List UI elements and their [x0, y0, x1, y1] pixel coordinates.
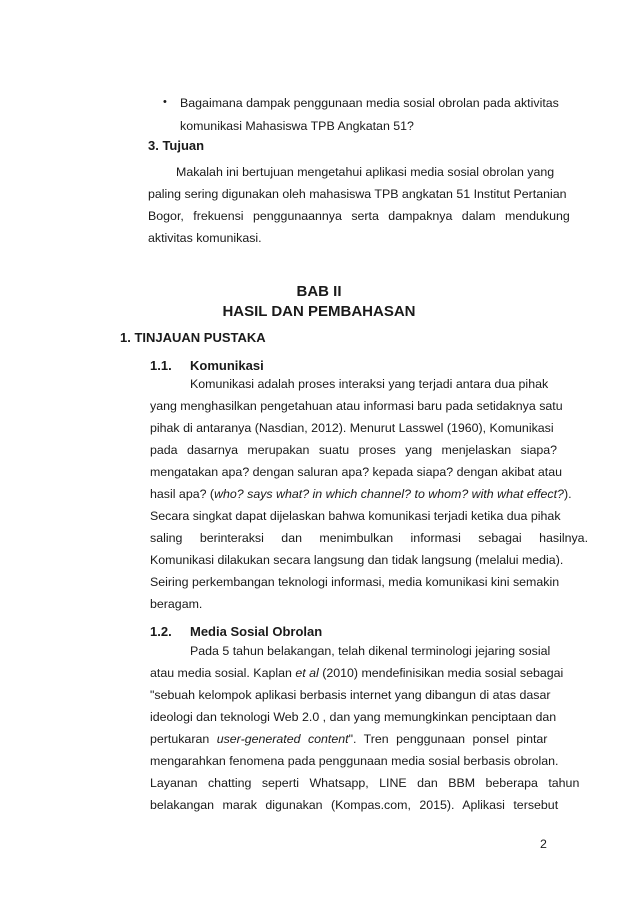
tujuan-line-2: paling sering digunakan oleh mahasiswa TPB angkatan 51 Institut Pertanian	[148, 187, 567, 201]
bullet-line-1: Bagaimana dampak penggunaan media sosial obrolan pada aktivitas	[180, 96, 559, 110]
sub1-line-1: Komunikasi adalah proses interaksi yang terjadi antara dua pihak	[190, 377, 549, 391]
sub1-line-9: Komunikasi dilakukan secara langsung dan tidak langsung (melalui media).	[150, 553, 564, 567]
sub2-line-5-italic: user-generated content	[216, 732, 349, 746]
sub2-line-6: mengarahkan fenomena pada penggunaan media sosial berbasis obrolan.	[150, 754, 559, 768]
chapter-number: BAB II	[296, 283, 342, 300]
sub2-line-2-pre: atau media sosial. Kaplan	[150, 666, 296, 680]
tujuan-heading: 3. Tujuan	[148, 138, 205, 153]
sub2-line-8: belakangan marak digunakan (Kompas.com, 2015). Aplikasi tersebut	[150, 798, 559, 812]
sub2-line-2-italic: et al	[295, 666, 319, 680]
sub2-line-5-pre: pertukaran	[150, 732, 217, 746]
sub1-line-5: mengatakan apa? dengan saluran apa? kepada siapa? dengan akibat atau	[150, 465, 562, 479]
page-number: 2	[540, 837, 547, 851]
sub1-line-6-pre: hasil apa? (	[150, 487, 215, 501]
sub1-line-4: pada dasarnya merupakan suatu proses yang menjelaskan siapa?	[150, 443, 558, 457]
tujuan-line-1: Makalah ini bertujuan mengetahui aplikasi media sosial obrolan yang	[176, 165, 555, 179]
sub2-line-5-post: ". Tren penggunaan ponsel pintar	[348, 732, 548, 746]
sub1-line-8: saling berinteraksi dan menimbulkan informasi sebagai hasilnya.	[150, 531, 589, 545]
tujuan-line-4: aktivitas komunikasi.	[148, 231, 262, 245]
subsection-2-number: 1.2.	[150, 624, 172, 639]
sub1-line-11: beragam.	[150, 597, 203, 611]
chapter-title: HASIL DAN PEMBAHASAN	[222, 303, 416, 320]
tujuan-line-3: Bogor, frekuensi penggunaannya serta dampaknya dalam mendukung	[148, 209, 570, 223]
sub2-line-2	[150, 665, 563, 681]
bullet-line-2: komunikasi Mahasiswa TPB Angkatan 51?	[180, 119, 414, 133]
sub1-line-2: yang menghasilkan pengetahuan atau informasi baru pada setidaknya satu	[150, 399, 563, 413]
sub2-line-4: ideologi dan teknologi Web 2.0 , dan yang memungkinkan penciptaan dan	[150, 710, 557, 724]
section-heading: 1. TINJAUAN PUSTAKA	[120, 330, 266, 345]
sub2-line-2-post: (2010) mendefinisikan media sosial sebagai	[318, 666, 564, 680]
sub1-line-3: pihak di antaranya (Nasdian, 2012). Menurut Lasswel (1960), Komunikasi	[150, 421, 554, 435]
sub2-line-7: Layanan chatting seperti Whatsapp, LINE dan BBM beberapa tahun	[150, 776, 580, 790]
sub2-line-3: "sebuah kelompok aplikasi berbasis internet yang dibangun di atas dasar	[150, 688, 551, 702]
sub1-line-7: Secara singkat dapat dijelaskan bahwa komunikasi terjadi ketika dua pihak	[150, 509, 561, 523]
sub1-line-6-post: ).	[563, 487, 572, 501]
bullet-icon: •	[163, 96, 167, 108]
subsection-1-title: Komunikasi	[190, 358, 264, 373]
sub1-line-10: Seiring perkembangan teknologi informasi, media komunikasi kini semakin	[150, 575, 560, 589]
subsection-2-title: Media Sosial Obrolan	[190, 624, 323, 639]
sub2-line-5	[150, 731, 547, 747]
sub1-line-6	[150, 486, 572, 502]
sub2-line-1: Pada 5 tahun belakangan, telah dikenal terminologi jejaring sosial	[190, 644, 551, 658]
subsection-1-number: 1.1.	[150, 358, 172, 373]
sub1-line-6-italic: who? says what? in which channel? to whom? with what effect?	[214, 487, 564, 501]
